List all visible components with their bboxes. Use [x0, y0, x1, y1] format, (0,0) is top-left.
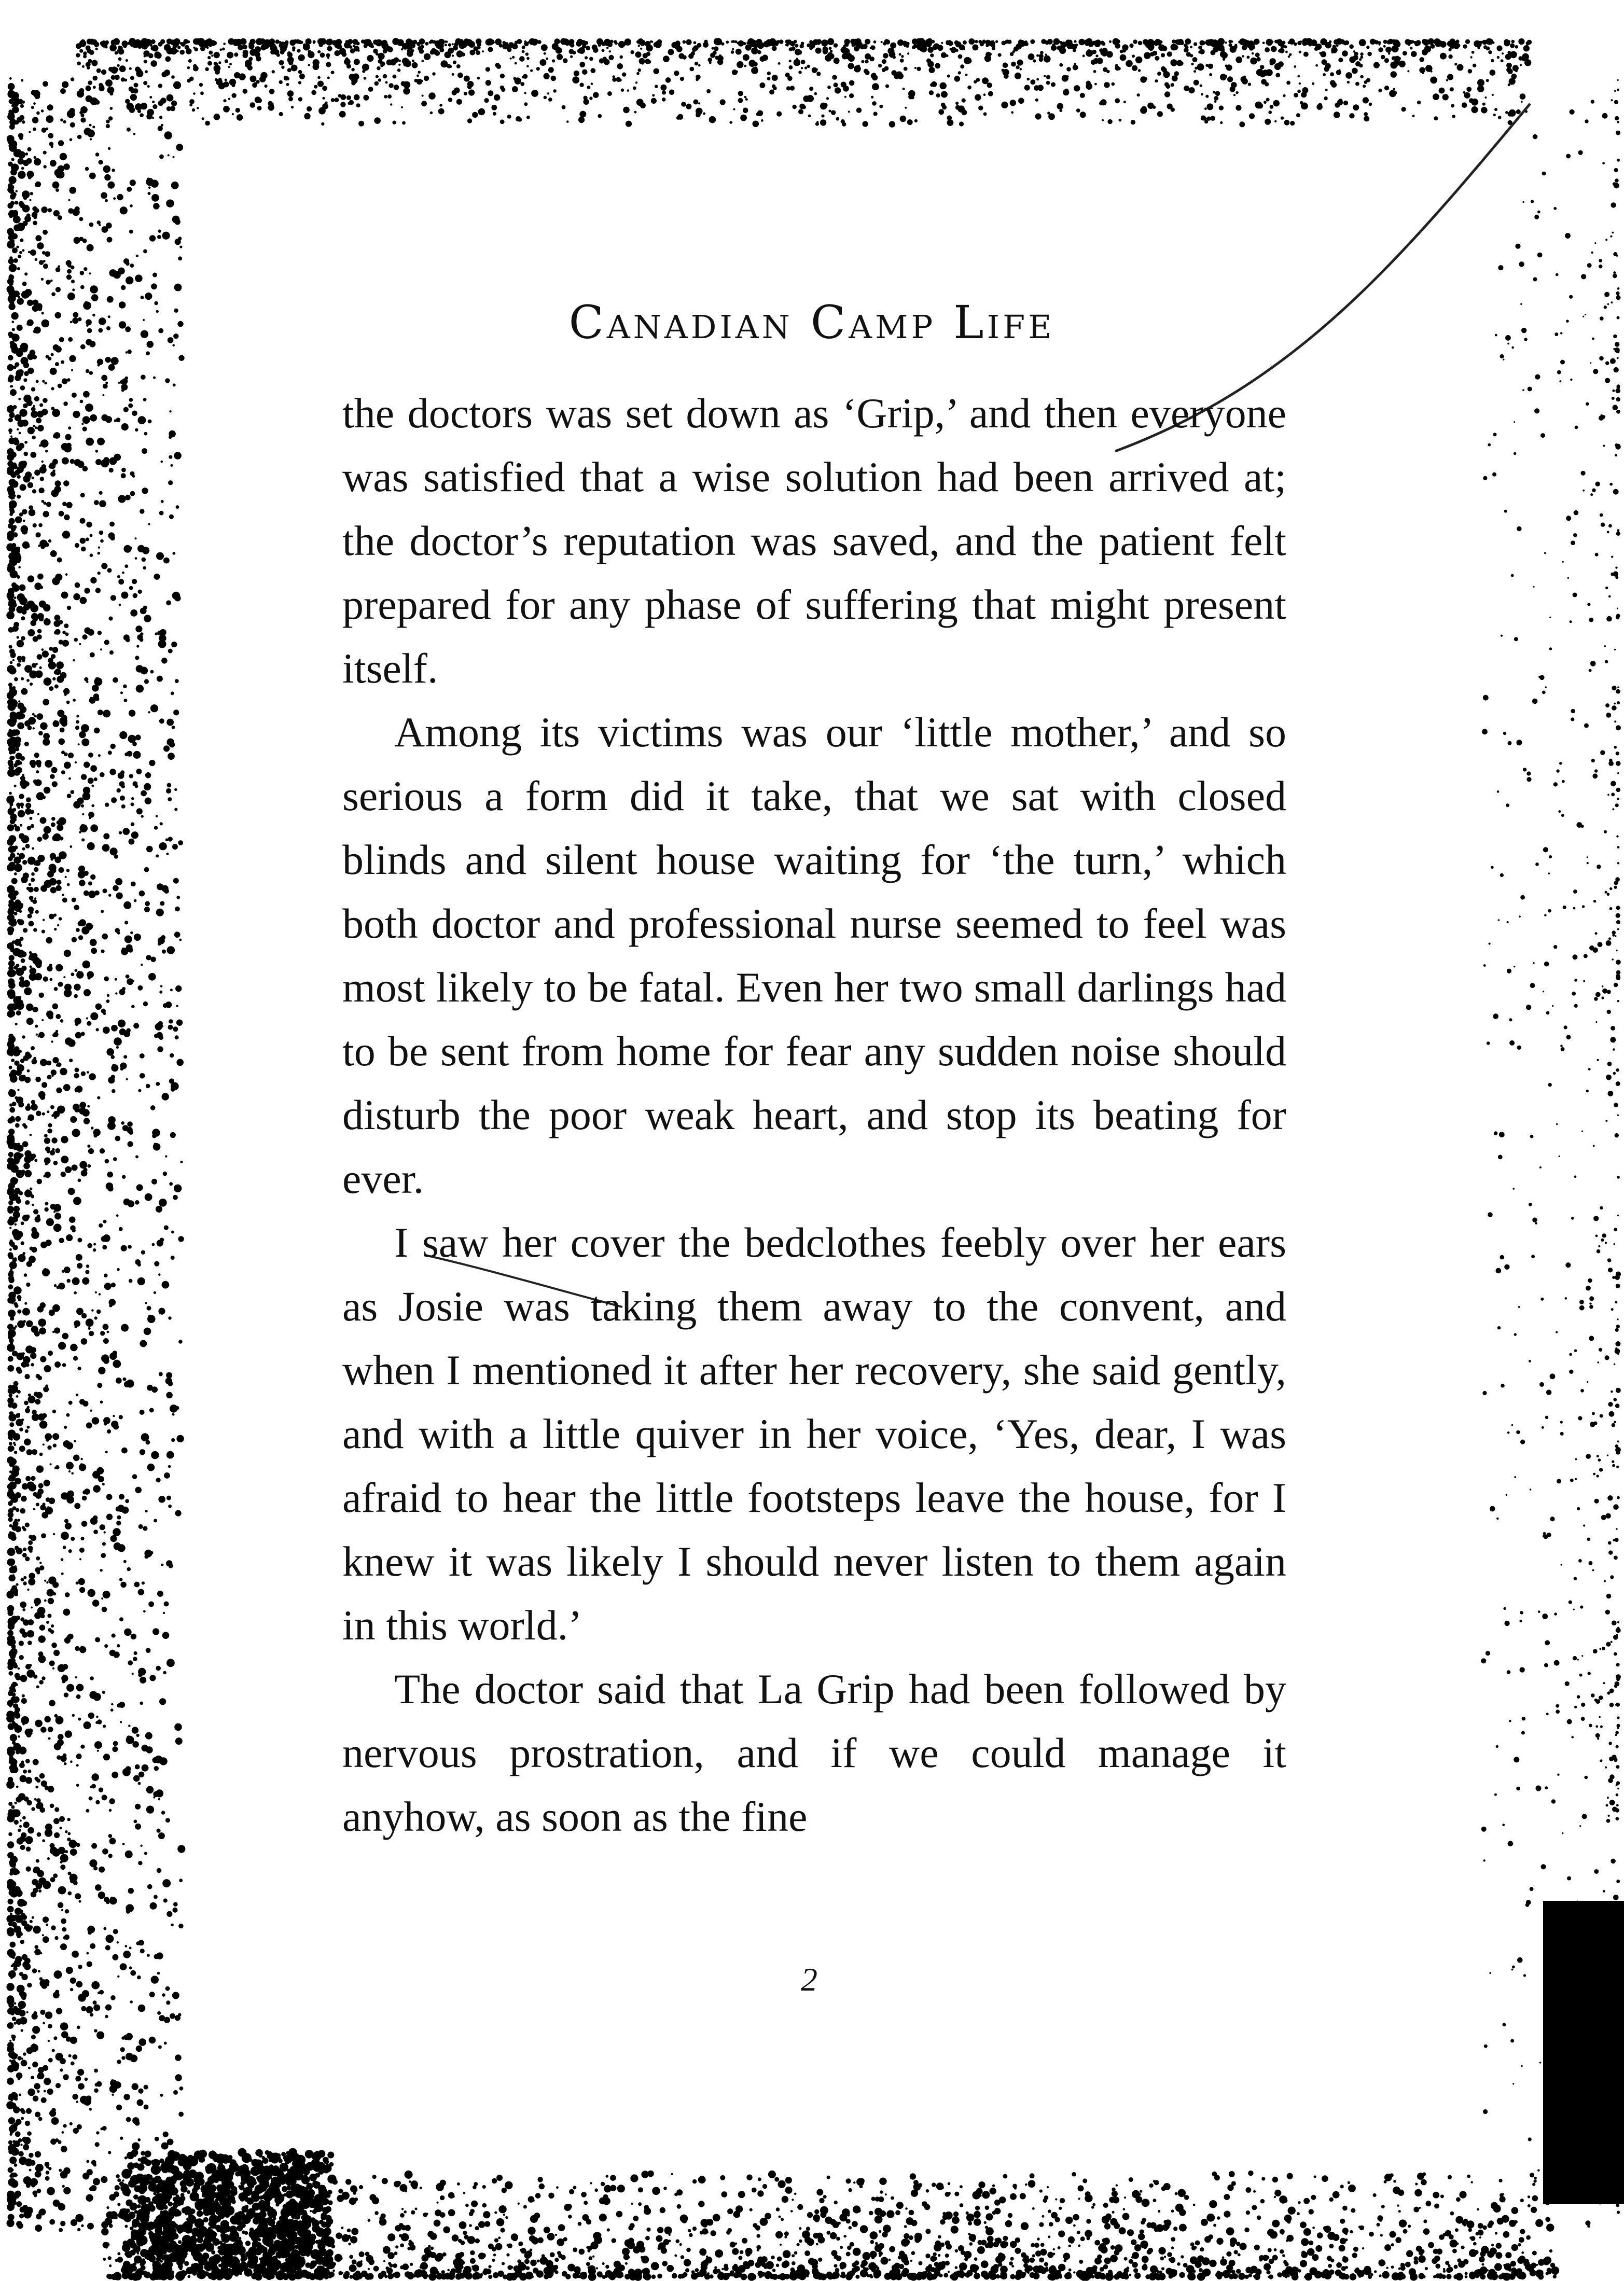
paragraph: Among its victims was our ‘little mother,’ and so serious a form did it take, that we sat with closed blinds and silent house waiting for ‘the turn,’ which both doctor and professional nurse seemed to feel was most likely to be fatal. Even her two small darlings had to be sent from home for fear any sudden noise should disturb the poor weak heart, and stop its beating for ever.: [342, 708, 1286, 1202]
body-text: [342, 381, 1286, 1848]
paragraph: I saw her cover the bedclothes feebly over her ears as Josie was taking them away to the convent, and when I mentioned it after her recovery, she said gently, and with a little quiver in her voice, ‘Yes, dear, I was afraid to hear the little footsteps leave the house, for I knew it was likely I should never listen to them again in this world.’: [342, 1219, 1286, 1649]
running-head: Canadian Camp Life: [568, 296, 1055, 349]
scan-edge-tab: [1543, 1901, 1624, 2204]
paragraph: The doctor said that La Grip had been followed by nervous prostration, and if we could manage it anyhow, as soon as the fine: [342, 1665, 1286, 1840]
paragraph: the doctors was set down as ‘Grip,’ and then everyone was satisfied that a wise solution had been arrived at; the doctor’s reputation was saved, and the patient felt prepared for any phase of suffering that might present itself.: [342, 390, 1286, 692]
page-number: 2: [801, 1961, 817, 1998]
